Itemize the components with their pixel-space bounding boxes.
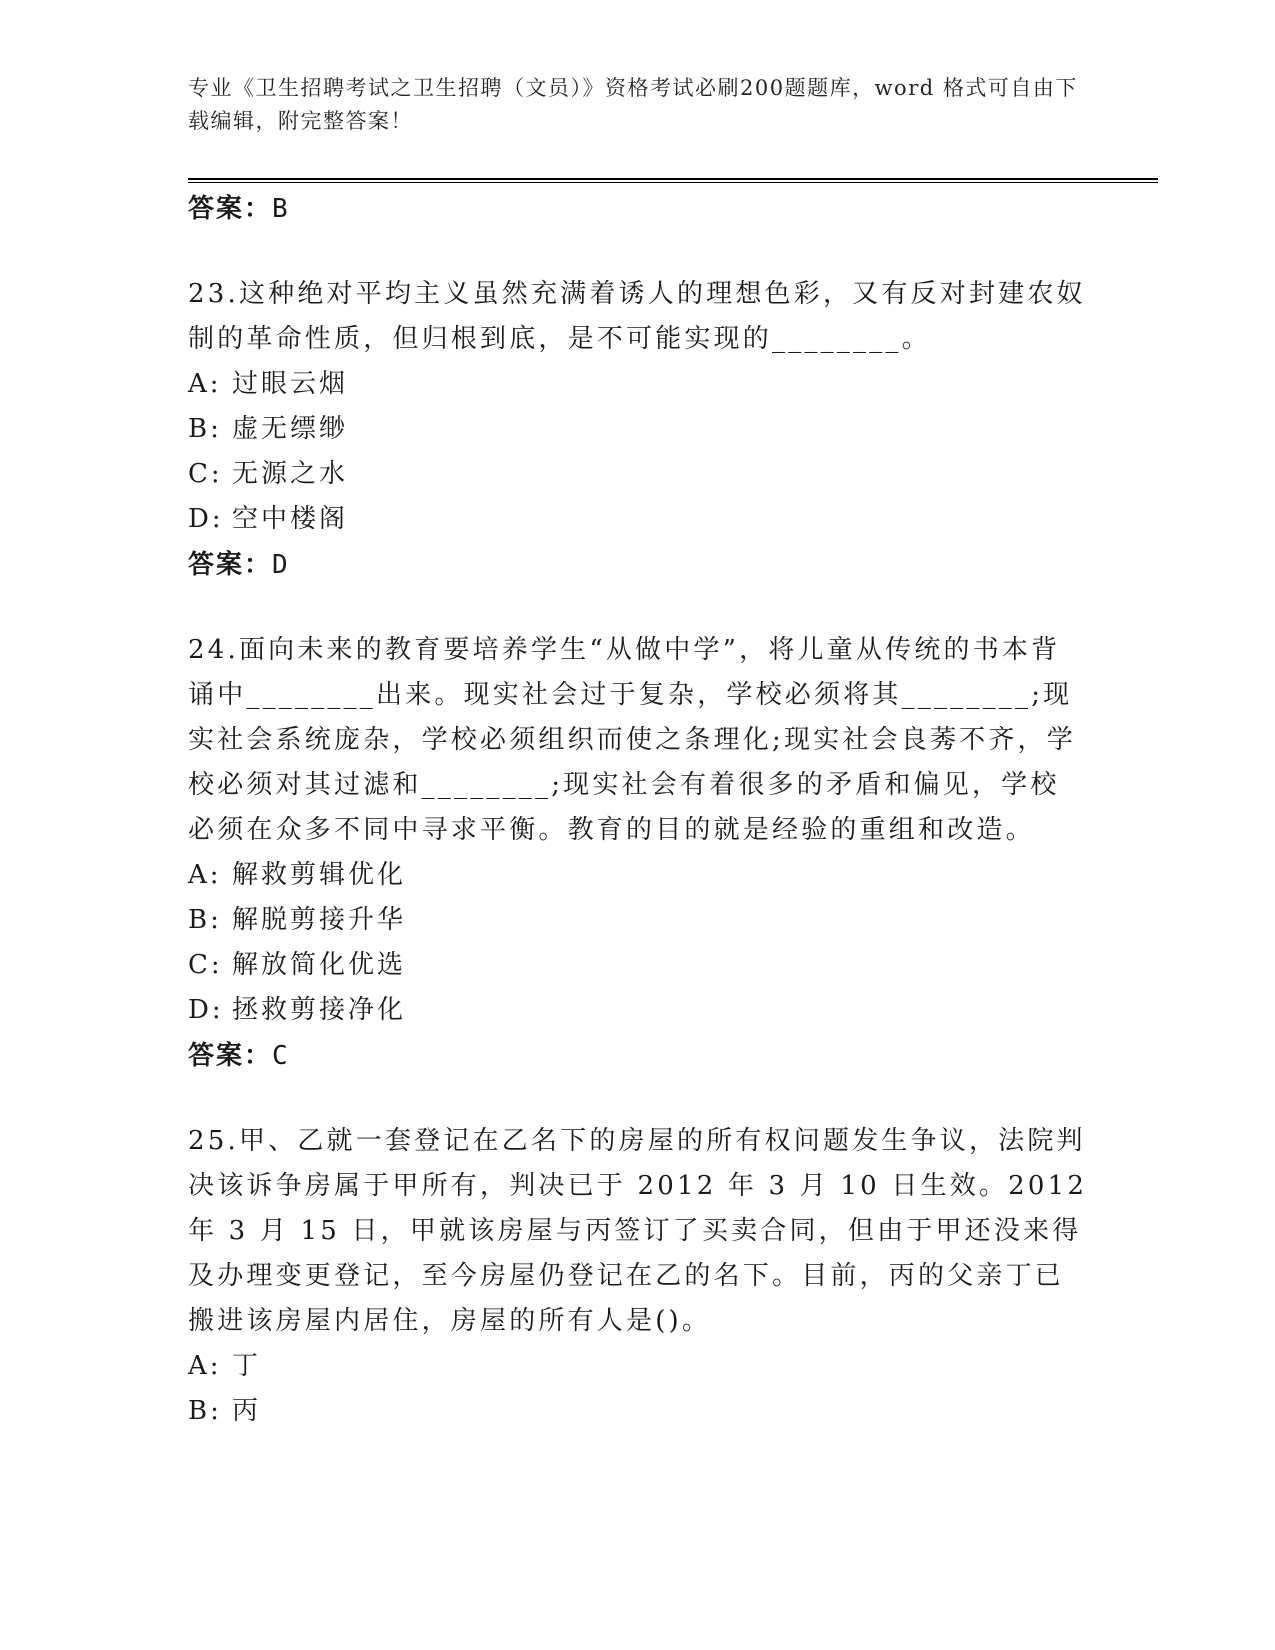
question-block: [188, 272, 1088, 588]
option-text: 拯救剪接净化: [232, 995, 407, 1025]
option-b: [188, 898, 1088, 943]
option-text: 空中楼阁: [232, 504, 349, 534]
option-key: B:: [188, 1396, 222, 1426]
option-text: 无源之水: [232, 459, 349, 489]
option-text: 解放简化优选: [232, 950, 407, 980]
option-a: [188, 853, 1088, 898]
question-block: [188, 1119, 1088, 1434]
option-key: A:: [188, 1351, 222, 1381]
question-answer: [188, 542, 1088, 588]
spacer: [188, 588, 1088, 628]
previous-answer: [188, 186, 1088, 232]
option-text: 解脱剪接升华: [232, 905, 407, 935]
option-text: 丁: [232, 1351, 262, 1381]
option-key: C:: [188, 459, 223, 489]
option-key: B:: [188, 905, 222, 935]
option-d: [188, 497, 1088, 542]
option-key: A:: [188, 860, 222, 890]
question-block: [188, 628, 1088, 1079]
option-b: [188, 1389, 1088, 1434]
document-header: [188, 72, 1088, 138]
header-text: 专业《卫生招聘考试之卫生招聘（文员）》资格考试必刷200题题库，word 格式可自由下载编辑，附完整答案！: [188, 76, 1078, 133]
option-key: A:: [188, 369, 222, 399]
option-key: B:: [188, 414, 222, 444]
option-key: D:: [188, 995, 224, 1025]
question-answer: [188, 1033, 1088, 1079]
option-text: 过眼云烟: [232, 369, 349, 399]
header-divider-thin: [188, 182, 1158, 183]
answer-label: 答案：: [188, 194, 273, 224]
answer-value: D: [272, 550, 290, 580]
option-d: [188, 988, 1088, 1033]
option-c: [188, 452, 1088, 497]
option-b: [188, 407, 1088, 452]
question-text: 23.这种绝对平均主义虽然充满着诱人的理想色彩，又有反对封建农奴制的革命性质，但归根到底，是不可能实现的________。: [188, 279, 1086, 354]
question-text: 24.面向未来的教育要培养学生“从做中学”，将儿童从传统的书本背诵中________出来。现实社会过于复杂，学校必须将其________;现实社会系统庞杂，学校必须组织而使之条理化;现实社会良莠不齐，学校必须对其过滤和________;现实社会有着很多的矛盾和偏见，学校必须在众多不同中寻求平衡。教育的目的就是经验的重组和改造。: [188, 635, 1076, 845]
option-key: C:: [188, 950, 223, 980]
answer-value: B: [272, 194, 290, 224]
option-a: [188, 362, 1088, 407]
document-body: [188, 186, 1088, 1434]
spacer: [188, 1079, 1088, 1119]
header-divider-thick: [188, 178, 1158, 180]
question-text: 25.甲、乙就一套登记在乙名下的房屋的所有权问题发生争议，法院判决该诉争房属于甲所有，判决已于 2012 年 3 月 10 日生效。2012 年 3 月 15 日，甲就该房屋与丙签订了买卖合同，但由于甲还没来得及办理变更登记，至今房屋仍登记在乙的名下。目前，丙的父亲丁已搬进该房屋内居住，房屋的所有人是()。: [188, 1126, 1088, 1336]
option-a: [188, 1344, 1088, 1389]
answer-label: 答案：: [188, 550, 273, 580]
option-text: 丙: [232, 1396, 262, 1426]
option-text: 虚无缥缈: [232, 414, 349, 444]
option-key: D:: [188, 504, 224, 534]
option-c: [188, 943, 1088, 988]
answer-label: 答案：: [188, 1041, 273, 1071]
spacer: [188, 232, 1088, 272]
answer-value: C: [272, 1041, 290, 1071]
option-text: 解救剪辑优化: [232, 860, 407, 890]
